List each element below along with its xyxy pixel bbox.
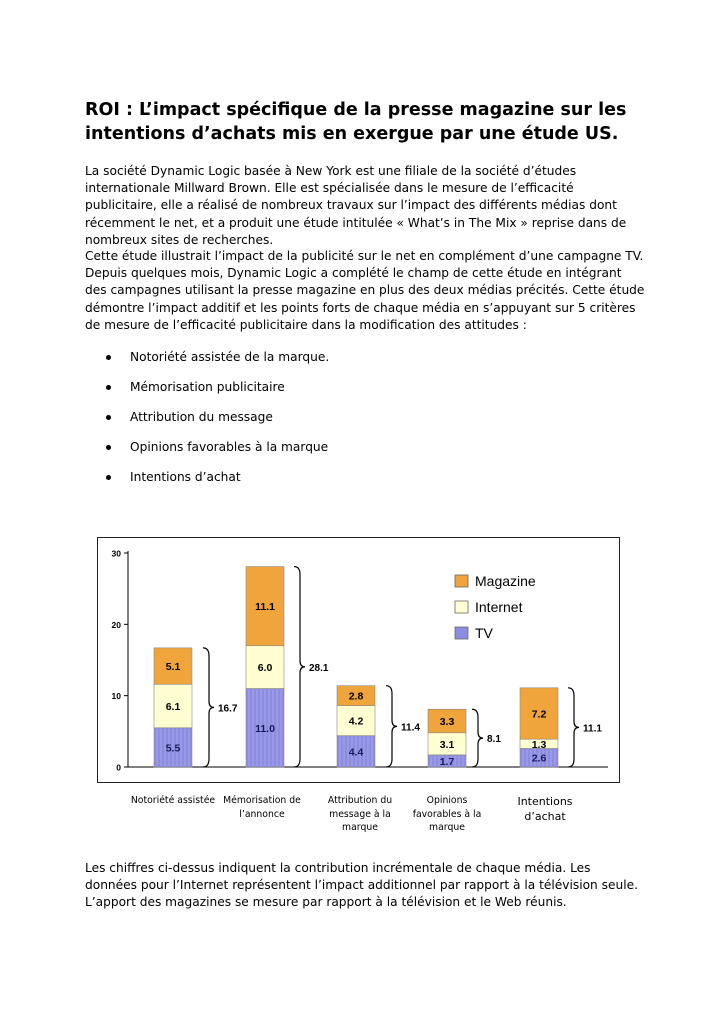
y-tick-label: 10 bbox=[111, 691, 121, 702]
category-label: Mémorisation de l’annonce bbox=[223, 795, 301, 820]
category-label: Notoriété assistée bbox=[130, 795, 216, 806]
criteria-item: Attribution du message bbox=[100, 409, 329, 439]
data-label: 5.1 bbox=[165, 661, 181, 674]
category-label: Opinions favorables à la marque bbox=[412, 795, 482, 833]
category-label: Intentions d’achat bbox=[517, 795, 573, 823]
y-tick-label: 0 bbox=[116, 762, 121, 773]
criteria-item: Intentions d’achat bbox=[100, 469, 329, 499]
total-label: 11.4 bbox=[401, 722, 420, 734]
legend-label: TV bbox=[475, 625, 493, 641]
data-label: 5.5 bbox=[165, 742, 181, 755]
bullet-icon bbox=[106, 355, 111, 360]
data-label: 11.0 bbox=[255, 722, 275, 735]
data-label: 6.0 bbox=[257, 662, 273, 675]
total-label: 8.1 bbox=[487, 734, 501, 746]
data-label: 3.3 bbox=[439, 715, 455, 728]
data-label: 4.2 bbox=[348, 715, 364, 728]
intro-paragraph: La société Dynamic Logic basée à New York est une filiale de la société d’études internationale Millward Brown. Elle est spécialisée dans le mesure de l’efficacité publicitaire, elle a réalisé de nombreux travaux sur l’impact des différents médias dont récemment le net, et a produit une étude intitulée « What’s in The Mix » reprise dans de nombreux sites de recherches. bbox=[85, 164, 627, 247]
bullet-icon bbox=[106, 445, 111, 450]
y-tick-label: 30 bbox=[111, 548, 121, 559]
y-tick-label: 20 bbox=[111, 619, 121, 630]
legend-swatch bbox=[455, 601, 468, 613]
bullet-icon bbox=[106, 415, 111, 420]
total-label: 28.1 bbox=[309, 662, 329, 674]
bullet-icon bbox=[106, 475, 111, 480]
legend-swatch bbox=[455, 575, 468, 587]
category-label: Attribution du message à la marque bbox=[327, 795, 393, 833]
criteria-list bbox=[100, 349, 329, 499]
data-label: 2.6 bbox=[531, 752, 547, 765]
legend-swatch bbox=[455, 627, 468, 639]
legend-label: Internet bbox=[475, 599, 523, 615]
total-brace bbox=[386, 686, 397, 767]
criteria-item: Opinions favorables à la marque bbox=[100, 439, 329, 469]
stacked-bar-chart bbox=[98, 538, 619, 782]
data-label: 1.7 bbox=[439, 755, 455, 768]
total-brace bbox=[294, 567, 305, 767]
data-label: 1.3 bbox=[531, 738, 547, 751]
data-label: 11.1 bbox=[255, 601, 275, 614]
footer-paragraph: Les chiffres ci-dessus indiquent la contribution incrémentale de chaque média. Les données pour l’Internet représentent l’impact additionnel par rapport à la télévision seule. L’apport des magazines se mesure par rapport à la télévision et le Web réunis. bbox=[85, 861, 638, 910]
criteria-item: Notoriété assistée de la marque. bbox=[100, 349, 329, 379]
total-brace bbox=[472, 709, 483, 767]
study-paragraph: Cette étude illustrait l’impact de la publicité sur le net en complément d’une campagne TV. Depuis quelques mois, Dynamic Logic a complété le champ de cette étude en intégrant des campagnes utilisant la presse magazine en plus des deux médias précités. Cette étude démontre l’impact additif et les points forts de chaque média en s’appuyant sur 5 critères de mesure de l’efficacité publicitaire dans la modification des attitudes : bbox=[85, 249, 645, 332]
bullet-icon bbox=[106, 385, 111, 390]
total-label: 11.1 bbox=[583, 723, 602, 735]
total-brace bbox=[568, 688, 579, 767]
total-brace bbox=[203, 648, 214, 767]
data-label: 3.1 bbox=[439, 738, 455, 751]
criteria-item: Mémorisation publicitaire bbox=[100, 379, 329, 409]
page-title: ROI : L’impact spécifique de la presse magazine sur les intentions d’achats mis en exergue par une étude US. bbox=[85, 100, 627, 144]
total-label: 16.7 bbox=[218, 703, 238, 715]
data-label: 4.4 bbox=[348, 746, 364, 759]
data-label: 7.2 bbox=[531, 708, 547, 721]
data-label: 2.8 bbox=[348, 690, 364, 703]
data-label: 6.1 bbox=[165, 701, 181, 714]
legend-label: Magazine bbox=[475, 573, 536, 589]
chart-frame bbox=[97, 537, 620, 783]
